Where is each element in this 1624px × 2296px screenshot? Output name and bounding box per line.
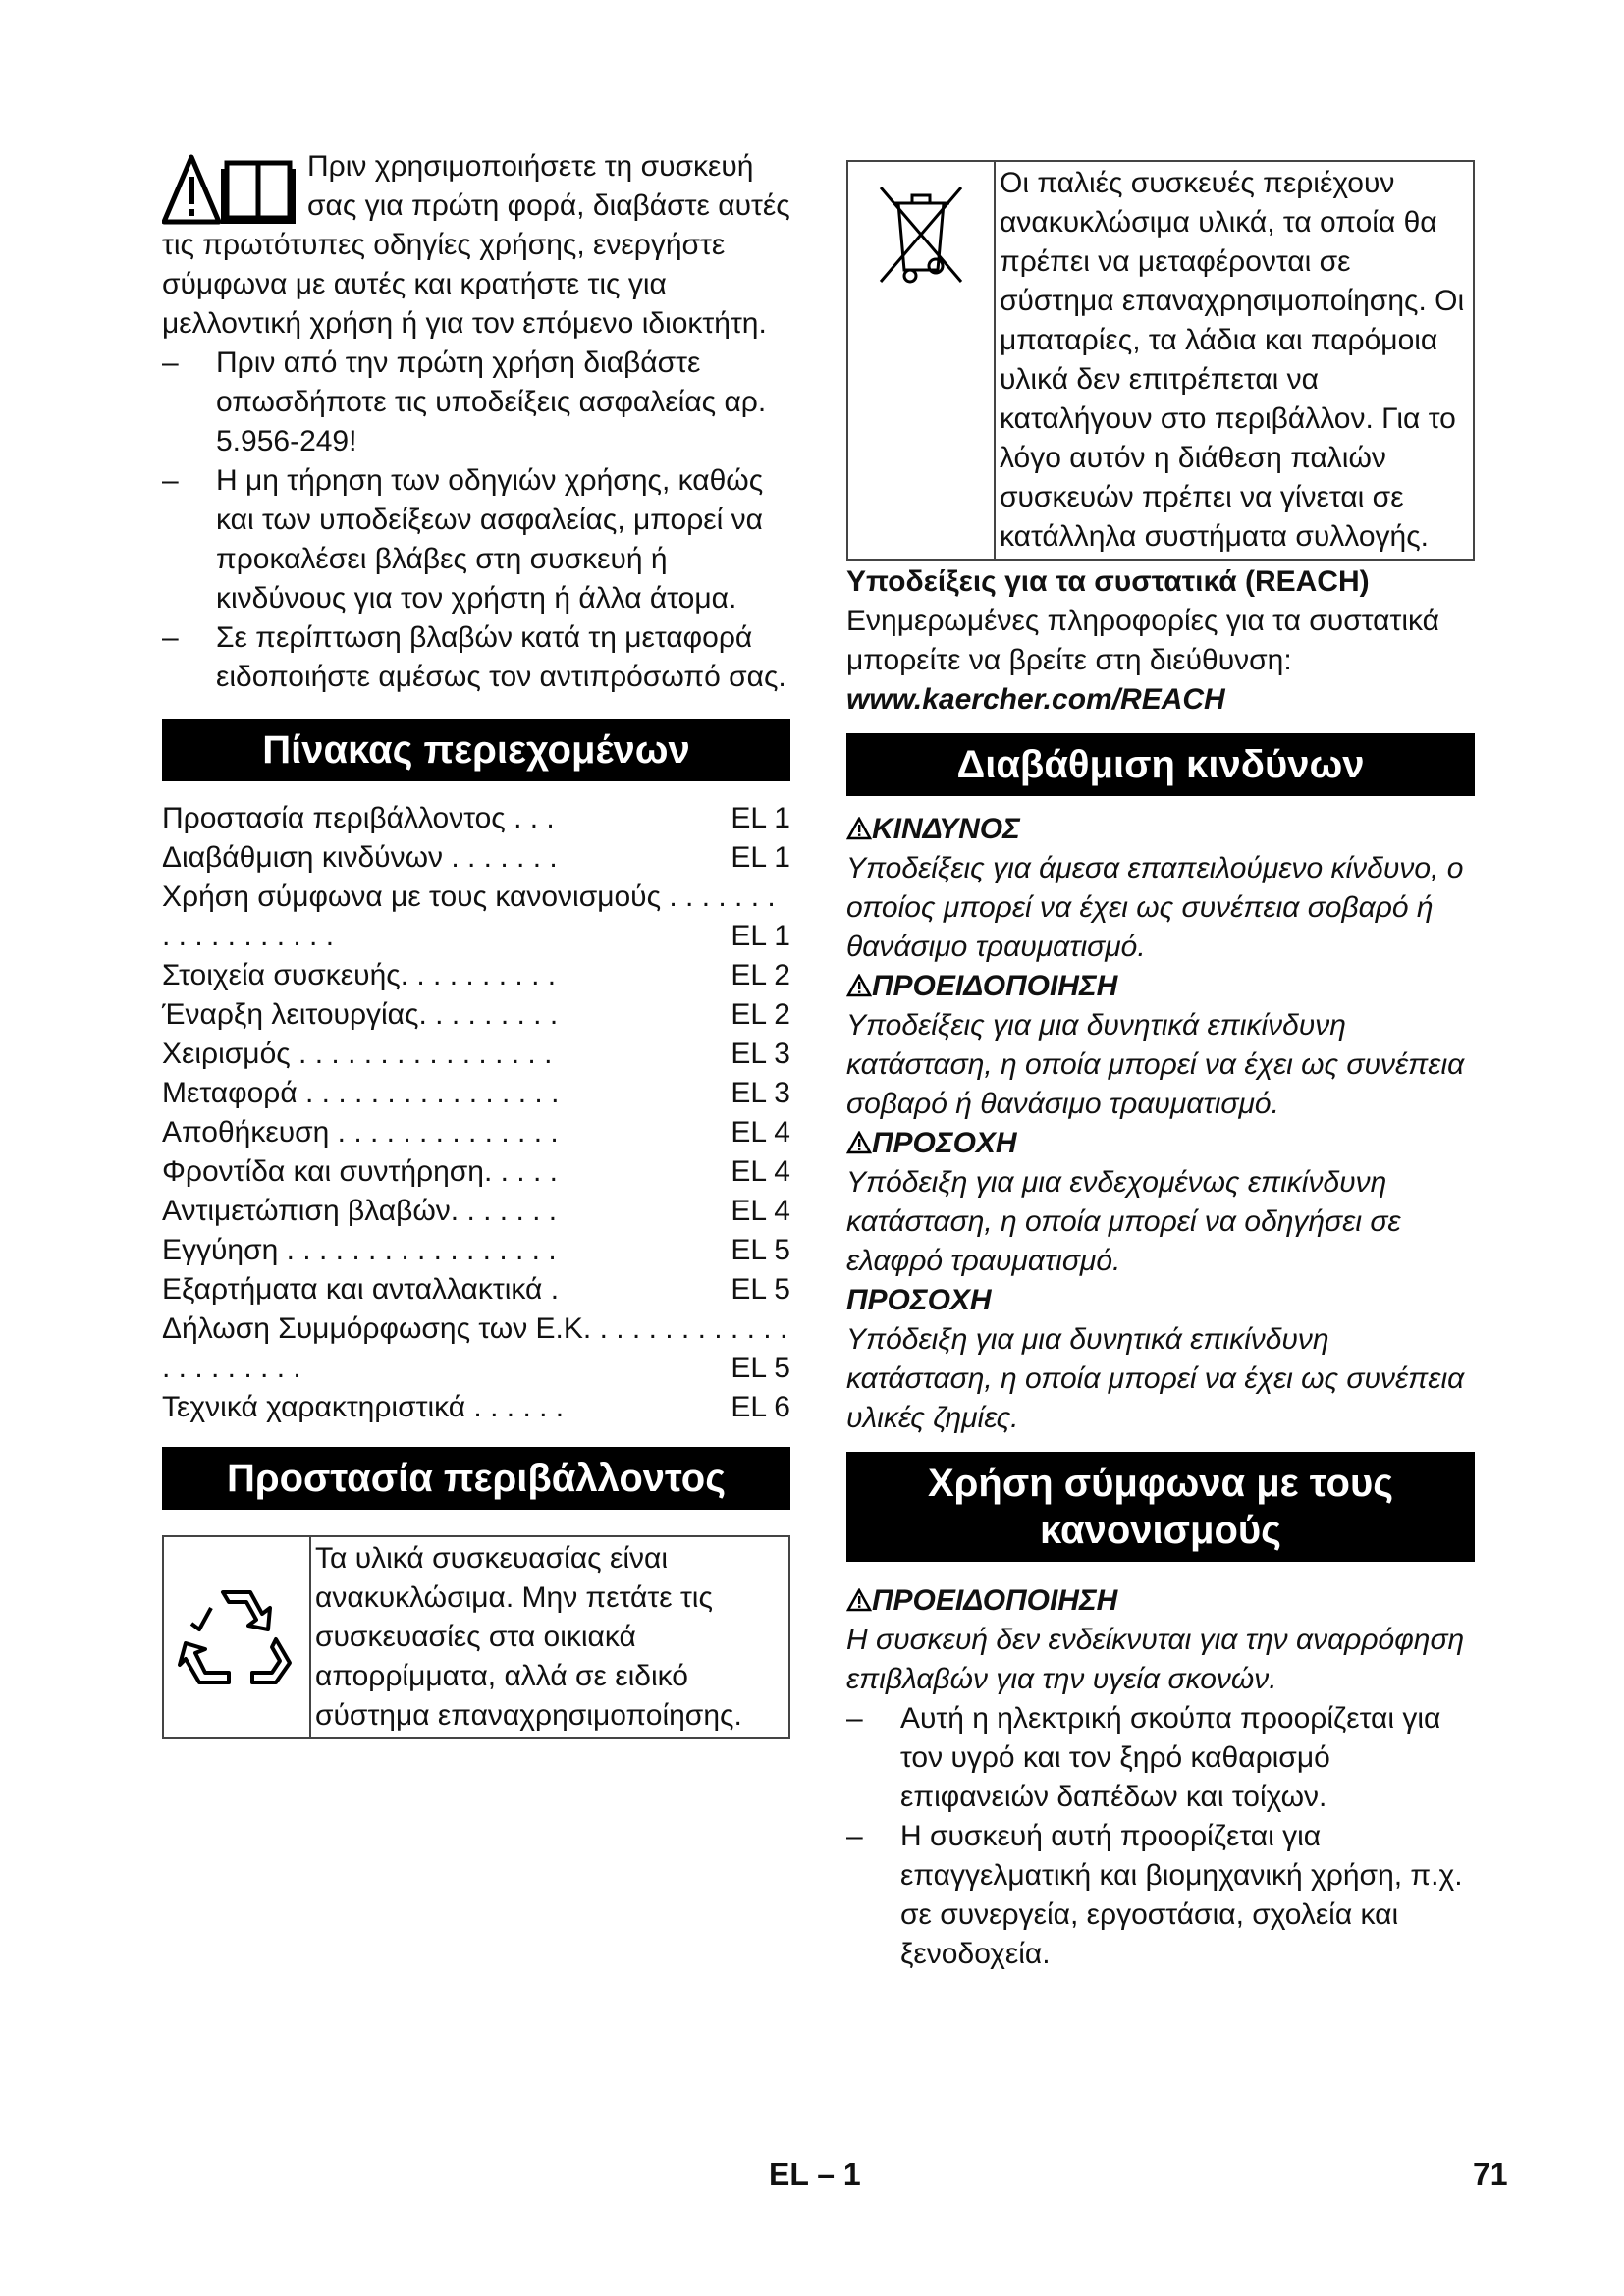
intended-use-heading: Χρήση σύμφωνα με τους κανονισμούς: [846, 1452, 1475, 1562]
old-devices-box: [846, 160, 1475, 561]
old-devices-pic-cell: [848, 162, 996, 559]
list-item: – Σε περίπτωση βλαβών κατά τη μεταφορά ειδοποιήστε αμέσως τον αντιπρόσωπό σας.: [162, 621, 786, 693]
toc-entry[interactable]: Χρήση σύμφωνα με τους κανονισμούς . . . . . . . . . . . . . . . . . . EL 1: [162, 881, 790, 952]
warning-triangle-icon: [846, 1131, 872, 1154]
hazard-label-warning: ΠΡΟΕΙΔΟΠΟΙΗΣΗ: [846, 967, 1475, 1006]
hazard-heading: Διαβάθμιση κινδύνων: [846, 733, 1475, 796]
footer-section-page: EL – 1: [769, 2157, 861, 2192]
old-devices-text: Οι παλιές συσκευές περιέχουν ανακυκλώσιμα υλικά, τα οποία θα πρέπει να μεταφέρονται σε σύστημα επαναχρησιμοποίησης. Οι μπαταρίες, τα λάδια και παρόμοια υλικά δεν επιτρέπεται να καταλήγουν στο περιβάλλον. Για το λόγο αυτόν η διάθεση παλιών συσκευών πρέπει να γίνεται σε κατάλληλα συστήματα συλλογής.: [1000, 167, 1465, 553]
left-column: [162, 147, 790, 1739]
warning-triangle-icon: [846, 817, 872, 840]
intro-list: [162, 344, 790, 697]
toc-entry[interactable]: Δήλωση Συμμόρφωσης των Ε.Κ. . . . . . . . . . . . . . . . . . . . . . EL 5: [162, 1312, 790, 1384]
crossed-bin-icon: [867, 176, 975, 294]
toc-entry[interactable]: Τεχνικά χαρακτηριστικά . . . . . . EL 6: [162, 1391, 790, 1423]
intended-use-warning-label: ΠΡΟΕΙΔΟΠΟΙΗΣΗ: [846, 1581, 1475, 1621]
intended-use-list: [846, 1699, 1475, 1974]
warning-triangle-icon: [846, 974, 872, 997]
hazard-levels: [846, 810, 1475, 1438]
reach-title: Υποδείξεις για τα συστατικά (REACH): [846, 565, 1370, 598]
footer-page-number: 71: [1473, 2157, 1508, 2192]
packaging-pic-cell: [164, 1537, 311, 1737]
warning-read-manual-icon: [162, 153, 296, 226]
intro-text: Πριν χρησιμοποιήσετε τη συσκευή σας για πρώτη φορά, διαβάστε αυτές τις πρωτότυπες οδηγίες χρήσης, ενεργήστε σύμφωνα με αυτές και κρατήστε τις για μελλοντική χρήση ή για τον επόμενο ιδιοκτήτη.: [162, 150, 790, 340]
toc-entry[interactable]: Αποθήκευση . . . . . . . . . . . . . . EL 4: [162, 1116, 790, 1148]
hazard-label-caution: ΠΡΟΣΟΧΗ: [846, 1124, 1475, 1163]
intro-block: [162, 147, 790, 697]
reach-text: Ενημερωμένες πληροφορίες για τα συστατικά μπορείτε να βρείτε στη διεύθυνση:: [846, 605, 1439, 676]
list-item: – Η μη τήρηση των οδηγιών χρήσης, καθώς και των υποδείξεων ασφαλείας, μπορεί να προκαλέσει βλάβες στη συσκευή ή κινδύνους για τον χρήστη ή άλλα άτομα.: [162, 464, 764, 614]
list-item: – Η συσκευή αυτή προορίζεται για επαγγελματική και βιομηχανική χρήση, π.χ. σε συνεργεία, εργοστάσια, σχολεία και ξενοδοχεία.: [846, 1820, 1463, 1970]
toc-entry[interactable]: Φροντίδα και συντήρηση. . . . . EL 4: [162, 1155, 790, 1188]
environment-heading: Προστασία περιβάλλοντος: [162, 1447, 790, 1510]
list-item: – Αυτή η ηλεκτρική σκούπα προορίζεται για τον υγρό και τον ξηρό καθαρισμό επιφανειών δαπέδων και τοίχων.: [846, 1702, 1441, 1813]
toc-entry[interactable]: Εξαρτήματα και ανταλλακτικά . EL 5: [162, 1273, 790, 1306]
hazard-text-caution: Υπόδειξη για μια ενδεχομένως επικίνδυνη κατάσταση, η οποία μπορεί να οδηγήσει σε ελαφρό τραυματισμό.: [846, 1166, 1401, 1277]
toc-heading: Πίνακας περιεχομένων: [162, 719, 790, 781]
toc-entry[interactable]: Στοιχεία συσκευής. . . . . . . . . . EL 2: [162, 959, 790, 991]
table-of-contents: [162, 799, 790, 1427]
packaging-box: [162, 1535, 790, 1739]
hazard-text-danger: Υποδείξεις για άμεσα επαπειλούμενο κίνδυνο, ο οποίος μπορεί να έχει ως συνέπεια σοβαρό ή θανάσιμο τραυματισμό.: [846, 852, 1464, 963]
intended-use-block: [846, 1581, 1475, 1974]
warning-triangle-icon: [846, 1588, 872, 1612]
toc-entry[interactable]: Εγγύηση . . . . . . . . . . . . . . . . . EL 5: [162, 1234, 790, 1266]
toc-entry[interactable]: Μεταφορά . . . . . . . . . . . . . . . . EL 3: [162, 1077, 790, 1109]
reach-url-link[interactable]: www.kaercher.com/REACH: [846, 683, 1225, 716]
toc-entry[interactable]: Διαβάθμιση κινδύνων . . . . . . . EL 1: [162, 841, 790, 874]
packaging-text: Τα υλικά συσκευασίας είναι ανακυκλώσιμα. Μην πετάτε τις συσκευασίες στα οικιακά απορρίμματα, αλλά σε ειδικό σύστημα επαναχρησιμοποίησης.: [315, 1542, 742, 1732]
hazard-label-danger: ΚΙΝΔΥΝΟΣ: [846, 810, 1475, 849]
hazard-label-notice: ΠΡΟΣΟΧΗ: [846, 1284, 992, 1316]
list-item: – Πριν από την πρώτη χρήση διαβάστε οπωσδήποτε τις υποδείξεις ασφαλείας αρ. 5.956-249!: [162, 347, 767, 457]
right-column: [846, 160, 1475, 1974]
toc-entry[interactable]: Έναρξη λειτουργίας. . . . . . . . . EL 2: [162, 998, 790, 1031]
toc-entry[interactable]: Αντιμετώπιση βλαβών. . . . . . . EL 4: [162, 1195, 790, 1227]
toc-entry[interactable]: Προστασία περιβάλλοντος . . . EL 1: [162, 802, 790, 834]
intended-use-warning-text: Η συσκευή δεν ενδείκνυται για την αναρρόφηση επιβλαβών για την υγεία σκονών.: [846, 1624, 1465, 1695]
toc-entry[interactable]: Χειρισμός . . . . . . . . . . . . . . . . EL 3: [162, 1038, 790, 1070]
hazard-text-notice: Υπόδειξη για μια δυνητικά επικίνδυνη κατάσταση, η οποία μπορεί να έχει ως συνέπεια υλικές ζημίες.: [846, 1323, 1465, 1434]
hazard-text-warning: Υποδείξεις για μια δυνητικά επικίνδυνη κατάσταση, η οποία μπορεί να έχει ως συνέπεια σοβαρό ή θανάσιμο τραυματισμό.: [846, 1009, 1465, 1120]
recycle-icon: [178, 1578, 296, 1696]
